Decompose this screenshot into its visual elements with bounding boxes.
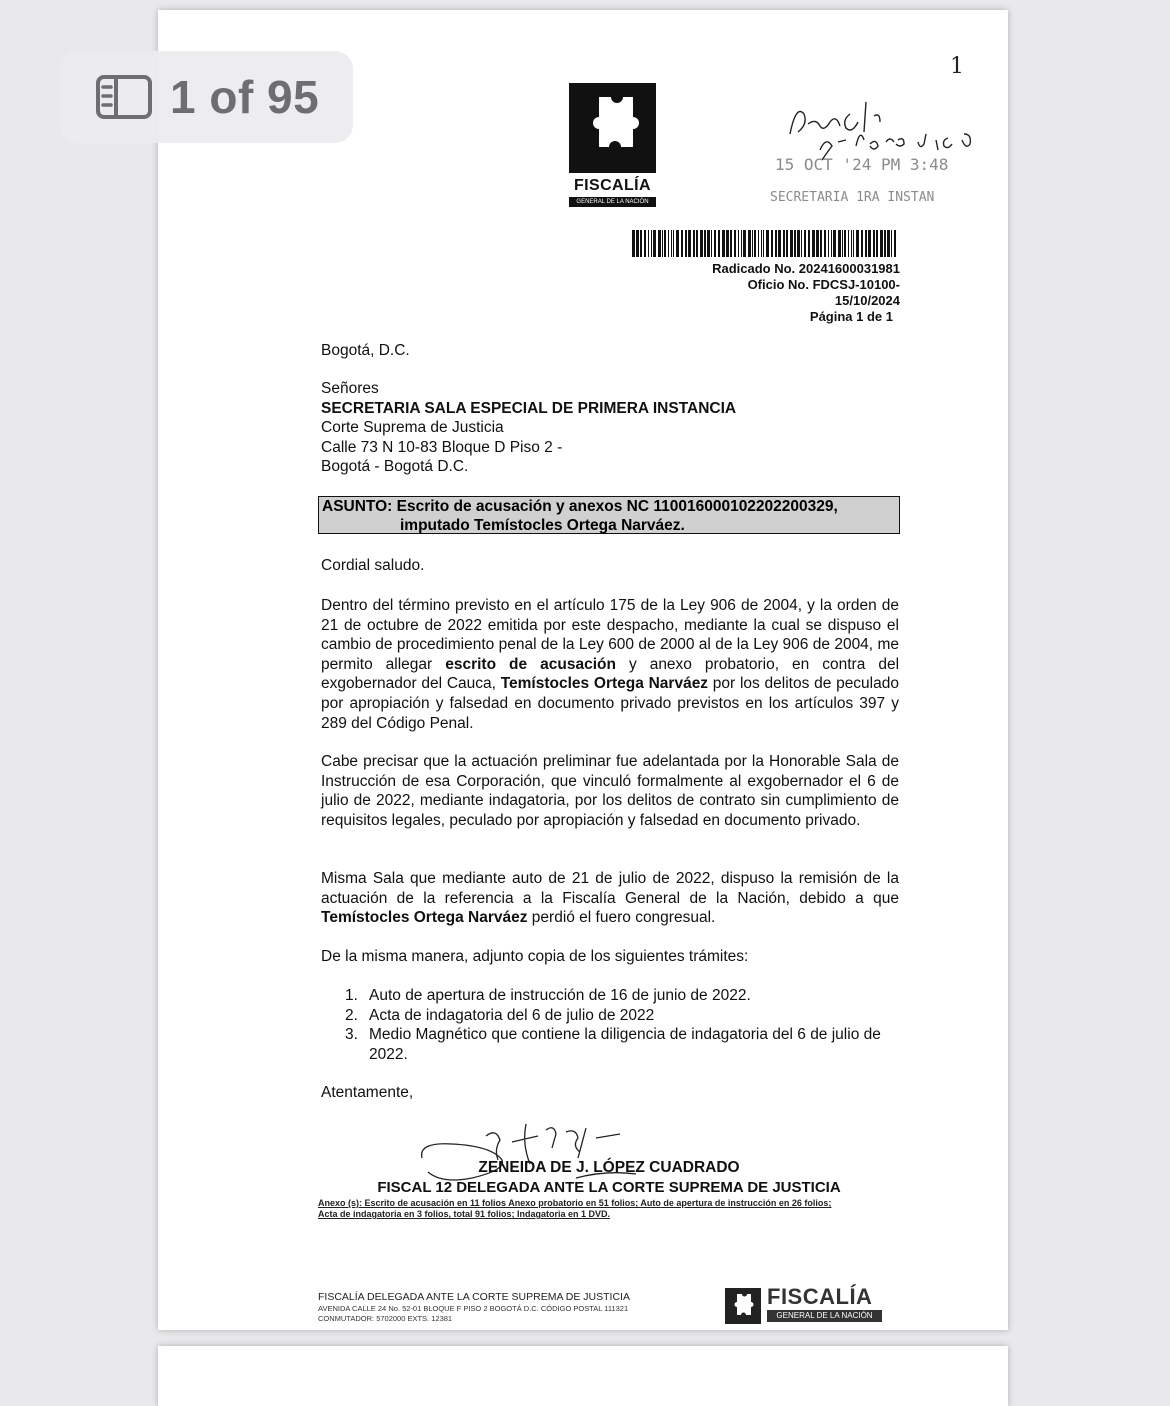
recipient-block (321, 379, 899, 477)
p1-text-e: por los delitos de peculado por apropiación y falsedad en documento privado previstos en los artículos 397 y 289 del Código Penal. (321, 675, 899, 732)
barcode-bar (766, 230, 769, 257)
barcode-bar (804, 230, 806, 257)
paragraph-4: De la misma manera, adjunto copia de los siguientes trámites: (321, 948, 749, 965)
barcode-bar (861, 230, 863, 257)
barcode-bar (887, 230, 890, 257)
list-item-number: 2. (345, 1006, 358, 1024)
barcode-bar (816, 230, 819, 257)
barcode-bar (685, 230, 687, 257)
footer-logo-subtitle: GENERAL DE LA NACIÓN (767, 1310, 882, 1322)
signer-title: FISCAL 12 DELEGADA ANTE LA CORTE SUPREMA DE JUSTICIA (377, 1179, 841, 1196)
barcode-bar (820, 230, 822, 257)
oficio-number: Oficio No. FDCSJ-10100- (747, 277, 900, 292)
barcode-bar (842, 230, 843, 257)
logo-subtitle: GENERAL DE LA NACIÓN (569, 197, 656, 207)
receipt-stamp-office: SECRETARIA 1RA INSTAN (770, 190, 935, 205)
barcode-bar (891, 230, 892, 257)
barcode-bar (636, 230, 639, 257)
subject-box (318, 496, 900, 534)
barcode-bar (718, 230, 720, 257)
barcode-bar (876, 230, 878, 257)
footer-address: AVENIDA CALLE 24 No. 52-01 BLOQUE F PISO 2 BOGOTÁ D.C. CÓDIGO POSTAL 111321 (318, 1304, 629, 1313)
barcode-bar (648, 230, 649, 257)
footer-office: FISCALÍA DELEGADA ANTE LA CORTE SUPREMA DE JUSTICIA (318, 1291, 630, 1303)
barcode-bar (824, 230, 826, 257)
receipt-stamp-date: 15 OCT '24 PM 3:48 (775, 155, 949, 174)
document-page-2 (158, 1346, 1008, 1406)
document-page-1 (158, 10, 1008, 1330)
barcode-bar (734, 230, 736, 257)
barcode-bar (783, 230, 785, 257)
barcode-bar (828, 230, 829, 257)
paragraph-3 (321, 869, 899, 928)
barcode-bar (808, 230, 810, 257)
barcode-bar (831, 230, 832, 257)
barcode-bar (651, 230, 652, 257)
closing: Atentamente, (321, 1084, 414, 1101)
barcode-bar (726, 230, 729, 257)
barcode-bar (812, 230, 815, 257)
barcode-bar (856, 230, 859, 257)
list-item-text: Auto de apertura de instrucción de 16 de junio de 2022. (369, 987, 751, 1004)
barcode-bar (696, 230, 698, 257)
radicado-number: Radicado No. 20241600031981 (712, 261, 900, 276)
barcode-bar (763, 230, 764, 257)
recipient-court: Corte Suprema de Justicia (321, 419, 504, 437)
puzzle-piece-icon (569, 83, 656, 173)
barcode-bar (711, 230, 712, 257)
barcode-bar (778, 230, 781, 257)
barcode-bar (801, 230, 802, 257)
barcode-bar (838, 230, 841, 257)
fiscalia-logo (569, 83, 656, 173)
annex-line-1: Anexo (s): Escrito de acusación en 11 folios Anexo probatorio en 51 folios; Auto de apertura de instrucción en 26 folios; (318, 1198, 832, 1208)
barcode-bar (848, 230, 849, 257)
barcode-bar (662, 230, 663, 257)
barcode-bar (865, 230, 867, 257)
barcode-bar (688, 230, 691, 257)
subject-line-2: imputado Temístocles Ortega Narváez. (400, 516, 685, 534)
barcode-bar (868, 230, 871, 257)
page-indicator: Página 1 de 1 (809, 309, 893, 324)
p3-text-a: Misma Sala que mediante auto de 21 de julio de 2022, dispuso la remisión de la actuación de la referencia a la Fiscalía General de la Nación, debido a que (321, 870, 899, 907)
barcode-bar (761, 230, 762, 257)
barcode-bar (644, 230, 646, 257)
barcode-bar (873, 230, 875, 257)
barcode-bar (640, 230, 642, 257)
list-item (321, 1006, 895, 1026)
list-item-number: 1. (345, 987, 358, 1004)
tramites-list (321, 986, 895, 1064)
footer-phone: CONMUTADOR: 5702000 EXTS. 12381 (318, 1314, 453, 1323)
barcode-bar (676, 230, 679, 257)
barcode-bar (880, 230, 883, 257)
barcode-bar (884, 230, 886, 257)
sidebar-icon[interactable] (96, 75, 152, 119)
footer-logo-wordmark: FISCALÍA (767, 1284, 873, 1309)
barcode-bar (704, 230, 706, 257)
barcode-bar (722, 230, 725, 257)
barcode-bar (671, 230, 672, 257)
barcode-bar (664, 230, 666, 257)
barcode-bar (632, 230, 635, 257)
paragraph-1 (321, 596, 899, 733)
recipient-name: SECRETARIA SALA ESPECIAL DE PRIMERA INSTANCIA (321, 399, 737, 417)
p1-bold-b: escrito de acusación (445, 655, 616, 673)
barcode-bar (844, 230, 846, 257)
barcode-bar (833, 230, 836, 257)
barcode-bar (693, 230, 695, 257)
puzzle-piece-icon (725, 1288, 761, 1324)
barcode-bar (668, 230, 669, 257)
barcode-bar (714, 230, 716, 257)
page-number-mark: 1 (950, 54, 964, 79)
logo-wordmark: FISCALÍA (574, 177, 651, 194)
barcode-bar (786, 230, 788, 257)
p3-text-c: perdió el fuero congresual. (527, 909, 716, 927)
barcode-bar (758, 230, 759, 257)
barcode-bar (771, 230, 773, 257)
barcode-bar (741, 230, 742, 257)
barcode-bar (790, 230, 793, 257)
oficio-date: 15/10/2024 (834, 293, 900, 308)
barcode-bar (743, 230, 746, 257)
paragraph-2: Cabe precisar que la actuación preliminar fue adelantada por la Honorable Sala de Instrucción de esa Corporación, que vinculó formalmente al exgobernador el 6 de julio de 2022, mediante indagatoria, por los delitos de contrato sin cumplimiento de requisitos legales, peculado por apropiación y falsedad en documento privado. (321, 753, 899, 829)
recipient-salutation: Señores (321, 380, 379, 397)
barcode-bar (797, 230, 800, 257)
greeting: Cordial saludo. (321, 557, 425, 574)
page-counter-pill[interactable] (60, 51, 353, 143)
p1-text-c: y anexo probatorio, en contra del exgobernador del Cauca, (321, 655, 900, 693)
barcode-bar (658, 230, 661, 257)
barcode (632, 230, 900, 257)
barcode-bar (752, 230, 753, 257)
page-counter-text: 1 of 95 (170, 71, 320, 123)
barcode-bar (681, 230, 683, 257)
barcode-bar (673, 230, 674, 257)
barcode-bar (775, 230, 777, 257)
list-item-text: Acta de indagatoria del 6 de julio de 2022 (369, 1006, 655, 1024)
barcode-bar (653, 230, 656, 257)
annex-note (318, 1198, 900, 1220)
signer-name: ZENEIDA DE J. LÓPEZ CUADRADO (478, 1159, 740, 1176)
recipient-city: Bogotá - Bogotá D.C. (321, 458, 469, 476)
barcode-bar (794, 230, 796, 257)
letter-city: Bogotá, D.C. (321, 342, 410, 359)
p1-bold-d: Temístocles Ortega Narváez (500, 675, 709, 693)
footer-contact (318, 1304, 628, 1324)
annex-line-2: Acta de indagatoria en 3 folios, total 91 folios; Indagatoria en 1 DVD. (318, 1209, 611, 1219)
barcode-bar (754, 230, 756, 257)
list-item (321, 986, 895, 1006)
subject-line-1: ASUNTO: Escrito de acusación y anexos NC 11001600010220220​0329, (322, 498, 838, 515)
barcode-bar (730, 230, 732, 257)
barcode-bar (853, 230, 854, 257)
footer-logo (725, 1288, 761, 1324)
barcode-bar (894, 230, 896, 257)
barcode-bar (851, 230, 852, 257)
list-item-number: 3. (345, 1026, 358, 1044)
barcode-bar (738, 230, 739, 257)
p1-text-a: Dentro del término previsto en el artículo 175 de la Ley 906 de 2004, y la orden de 21 de octubre de 2022 emitida por este despacho, mediante la cual se dispuso el cambio de procedimiento penal de la Ley 600 de 2000 al de la Ley 906 de 2004, me permito allegar (321, 597, 899, 673)
barcode-bar (700, 230, 703, 257)
list-item (321, 1025, 895, 1064)
recipient-address: Calle 73 N 10-83 Bloque D Piso 2 - (321, 438, 563, 456)
barcode-bar (707, 230, 710, 257)
p3-bold-b: Temístocles Ortega Narváez (321, 909, 528, 927)
list-item-text: Medio Magnético que contiene la diligencia de indagatoria del 6 de julio de 2022. (369, 1026, 881, 1063)
barcode-bar (748, 230, 751, 257)
